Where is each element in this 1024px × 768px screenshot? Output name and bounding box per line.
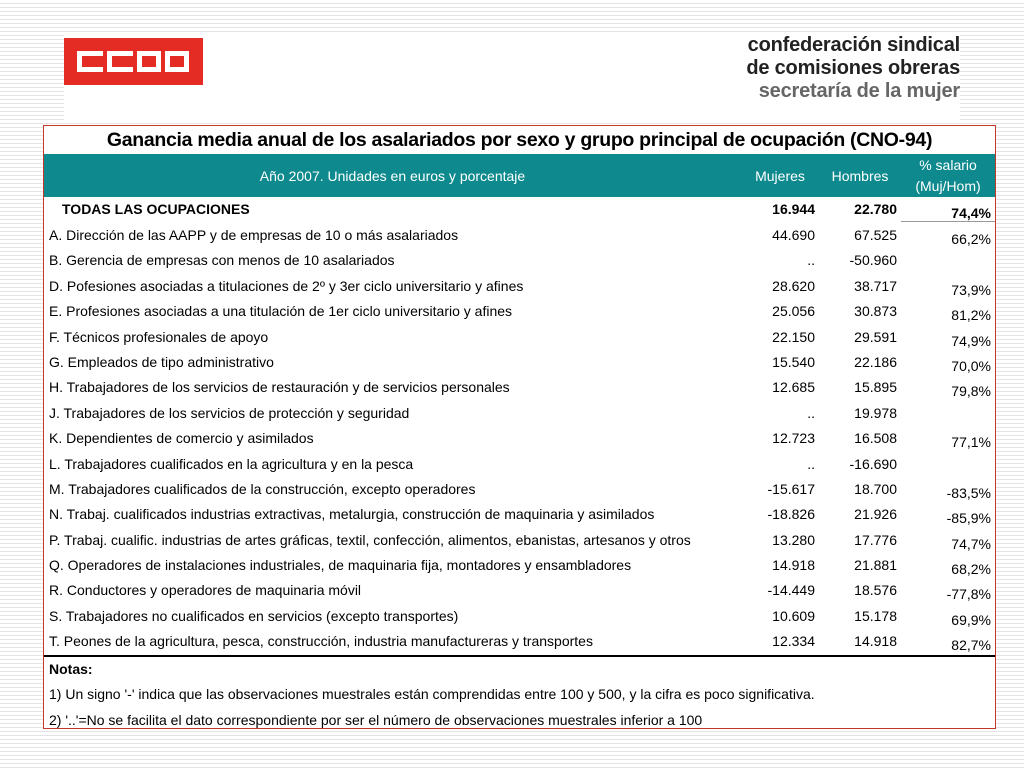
- table-title: Ganancia media anual de los asalariados por sexo y grupo principal de ocupación (CNO-94): [106, 129, 933, 151]
- row-label: T. Peones de la agricultura, pesca, construcción, industria manufactureras y transportes: [49, 633, 593, 650]
- row-hombres: 16.508: [854, 430, 897, 447]
- row-mujeres: 12.723: [772, 430, 815, 447]
- header-pct-line1: % salario: [919, 156, 977, 173]
- row-pct: [901, 401, 995, 409]
- table-row: [44, 223, 995, 248]
- total-pct: 74,4%: [901, 197, 995, 222]
- row-mujeres: 12.334: [772, 633, 815, 650]
- table-row: [44, 248, 995, 273]
- row-label: E. Profesiones asociadas a una titulación de 1er ciclo universitario y afines: [49, 303, 513, 320]
- notes: [44, 657, 995, 734]
- row-hombres: 19.978: [854, 404, 897, 421]
- row-pct: -77,8%: [946, 586, 991, 603]
- row-hombres: 38.717: [854, 277, 897, 294]
- header-pct: [901, 155, 995, 197]
- row-mujeres: -14.449: [767, 582, 815, 599]
- row-hombres: 22.186: [854, 353, 897, 370]
- header-pct-line2: (Muj/Hom): [915, 177, 981, 194]
- row-hombres: 21.926: [854, 506, 897, 523]
- table-row: [44, 502, 995, 527]
- row-hombres: 15.895: [854, 379, 897, 396]
- table-row: [44, 604, 995, 629]
- org-line-2: de comisiones obreras: [746, 57, 960, 79]
- row-mujeres: ..: [807, 252, 815, 269]
- row-mujeres: 44.690: [772, 227, 815, 243]
- row-label: K. Dependientes de comercio y asimilados: [49, 430, 314, 447]
- row-label: P. Trabaj. cualific. industrias de artes gráficas, textil, confección, alimentos, ebanistas, artesanos y otros: [49, 531, 691, 548]
- row-label: A. Dirección de las AAPP y de empresas de 10 o más asalariados: [49, 227, 459, 243]
- row-pct: 73,9%: [951, 281, 991, 298]
- row-hombres: 67.525: [854, 227, 897, 243]
- row-pct: 69,9%: [951, 611, 991, 628]
- row-hombres: 21.881: [854, 557, 897, 574]
- row-pct: [901, 248, 995, 256]
- table-panel: [43, 125, 996, 729]
- row-label: R. Conductores y operadores de maquinaria móvil: [49, 582, 362, 599]
- row-pct: 74,7%: [951, 535, 991, 552]
- row-mujeres: 15.540: [772, 353, 815, 370]
- header-mujeres: Mujeres: [755, 167, 805, 184]
- row-hombres: -16.690: [849, 455, 897, 472]
- row-hombres: 30.873: [854, 303, 897, 320]
- org-name: [746, 34, 960, 103]
- row-label: H. Trabajadores de los servicios de restauración y de servicios personales: [49, 379, 510, 396]
- row-mujeres: -18.826: [767, 506, 815, 523]
- row-mujeres: 22.150: [772, 328, 815, 345]
- org-line-1: confederación sindical: [747, 34, 960, 56]
- table-row: [44, 299, 995, 324]
- note-2: 2) '..'=No se facilita el dato correspondiente por ser el número de observaciones muestrales inferior a 100: [49, 711, 703, 728]
- row-pct: 66,2%: [951, 231, 991, 247]
- table-row: [44, 578, 995, 603]
- row-label: D. Pofesiones asociadas a titulaciones de 2º y 3er ciclo universitario y afines: [49, 277, 524, 294]
- row-mujeres: ..: [807, 455, 815, 472]
- row-mujeres: -15.617: [767, 480, 815, 497]
- row-pct: -83,5%: [946, 484, 991, 501]
- row-pct: 74,9%: [951, 332, 991, 349]
- total-label: TODAS LAS OCUPACIONES: [62, 201, 250, 217]
- row-hombres: -50.960: [849, 252, 897, 269]
- row-label: J. Trabajadores de los servicios de protección y seguridad: [49, 404, 410, 421]
- total-hombres: 22.780: [854, 201, 897, 217]
- row-hombres: 18.576: [854, 582, 897, 599]
- table-row: [44, 426, 995, 451]
- table-row: [44, 553, 995, 578]
- row-label: G. Empleados de tipo administrativo: [49, 353, 274, 370]
- row-mujeres: 13.280: [772, 531, 815, 548]
- table-header: [44, 154, 995, 197]
- total-row: [44, 197, 995, 223]
- row-hombres: 17.776: [854, 531, 897, 548]
- row-mujeres: 28.620: [772, 277, 815, 294]
- table-row: [44, 350, 995, 375]
- row-label: F. Técnicos profesionales de apoyo: [49, 328, 269, 345]
- ccoo-logo: [64, 38, 203, 85]
- row-mujeres: ..: [807, 404, 815, 421]
- table-row: [44, 375, 995, 400]
- table-row: [44, 325, 995, 350]
- row-hombres: 29.591: [854, 328, 897, 345]
- row-hombres: 15.178: [854, 607, 897, 624]
- data-rows: [44, 223, 995, 655]
- row-label: N. Trabaj. cualificados industrias extractivas, metalurgia, construcción de maquinaria y asimilados: [49, 506, 655, 523]
- header-description: Año 2007. Unidades en euros y porcentaje: [259, 167, 526, 184]
- header-hombres: Hombres: [831, 167, 889, 184]
- table-row: [44, 629, 995, 654]
- row-label: Q. Operadores de instalaciones industriales, de maquinaria fija, montadores y ensambladores: [49, 557, 632, 574]
- row-label: M. Trabajadores cualificados de la construcción, excepto operadores: [49, 480, 476, 497]
- row-label: B. Gerencia de empresas con menos de 10 asalariados: [49, 252, 395, 269]
- row-pct: 79,8%: [951, 383, 991, 400]
- note-1: 1) Un signo '-' indica que las observaciones muestrales están comprendidas entre 100 y 500, y la cifra es poco significativa.: [49, 686, 815, 703]
- row-pct: 81,2%: [951, 307, 991, 324]
- row-pct: -85,9%: [946, 510, 991, 527]
- row-pct: 77,1%: [951, 434, 991, 451]
- row-mujeres: 14.918: [772, 557, 815, 574]
- org-subtitle: secretaría de la mujer: [758, 80, 960, 102]
- table-row: [44, 452, 995, 477]
- notes-title: Notas:: [49, 660, 93, 677]
- row-pct: [901, 452, 995, 460]
- table-body: [44, 197, 995, 657]
- row-pct: 70,0%: [951, 357, 991, 374]
- table-row: [44, 528, 995, 553]
- row-mujeres: 25.056: [772, 303, 815, 320]
- row-mujeres: 12.685: [772, 379, 815, 396]
- table-row: [44, 477, 995, 502]
- table-row: [44, 401, 995, 426]
- row-pct: 82,7%: [951, 637, 991, 654]
- row-label: L. Trabajadores cualificados en la agricultura y en la pesca: [49, 455, 414, 472]
- row-pct: 68,2%: [951, 561, 991, 578]
- row-hombres: 18.700: [854, 480, 897, 497]
- total-mujeres: 16.944: [772, 201, 815, 217]
- row-hombres: 14.918: [854, 633, 897, 650]
- table-row: [44, 274, 995, 299]
- row-label: S. Trabajadores no cualificados en servicios (excepto transportes): [49, 607, 459, 624]
- row-mujeres: 10.609: [772, 607, 815, 624]
